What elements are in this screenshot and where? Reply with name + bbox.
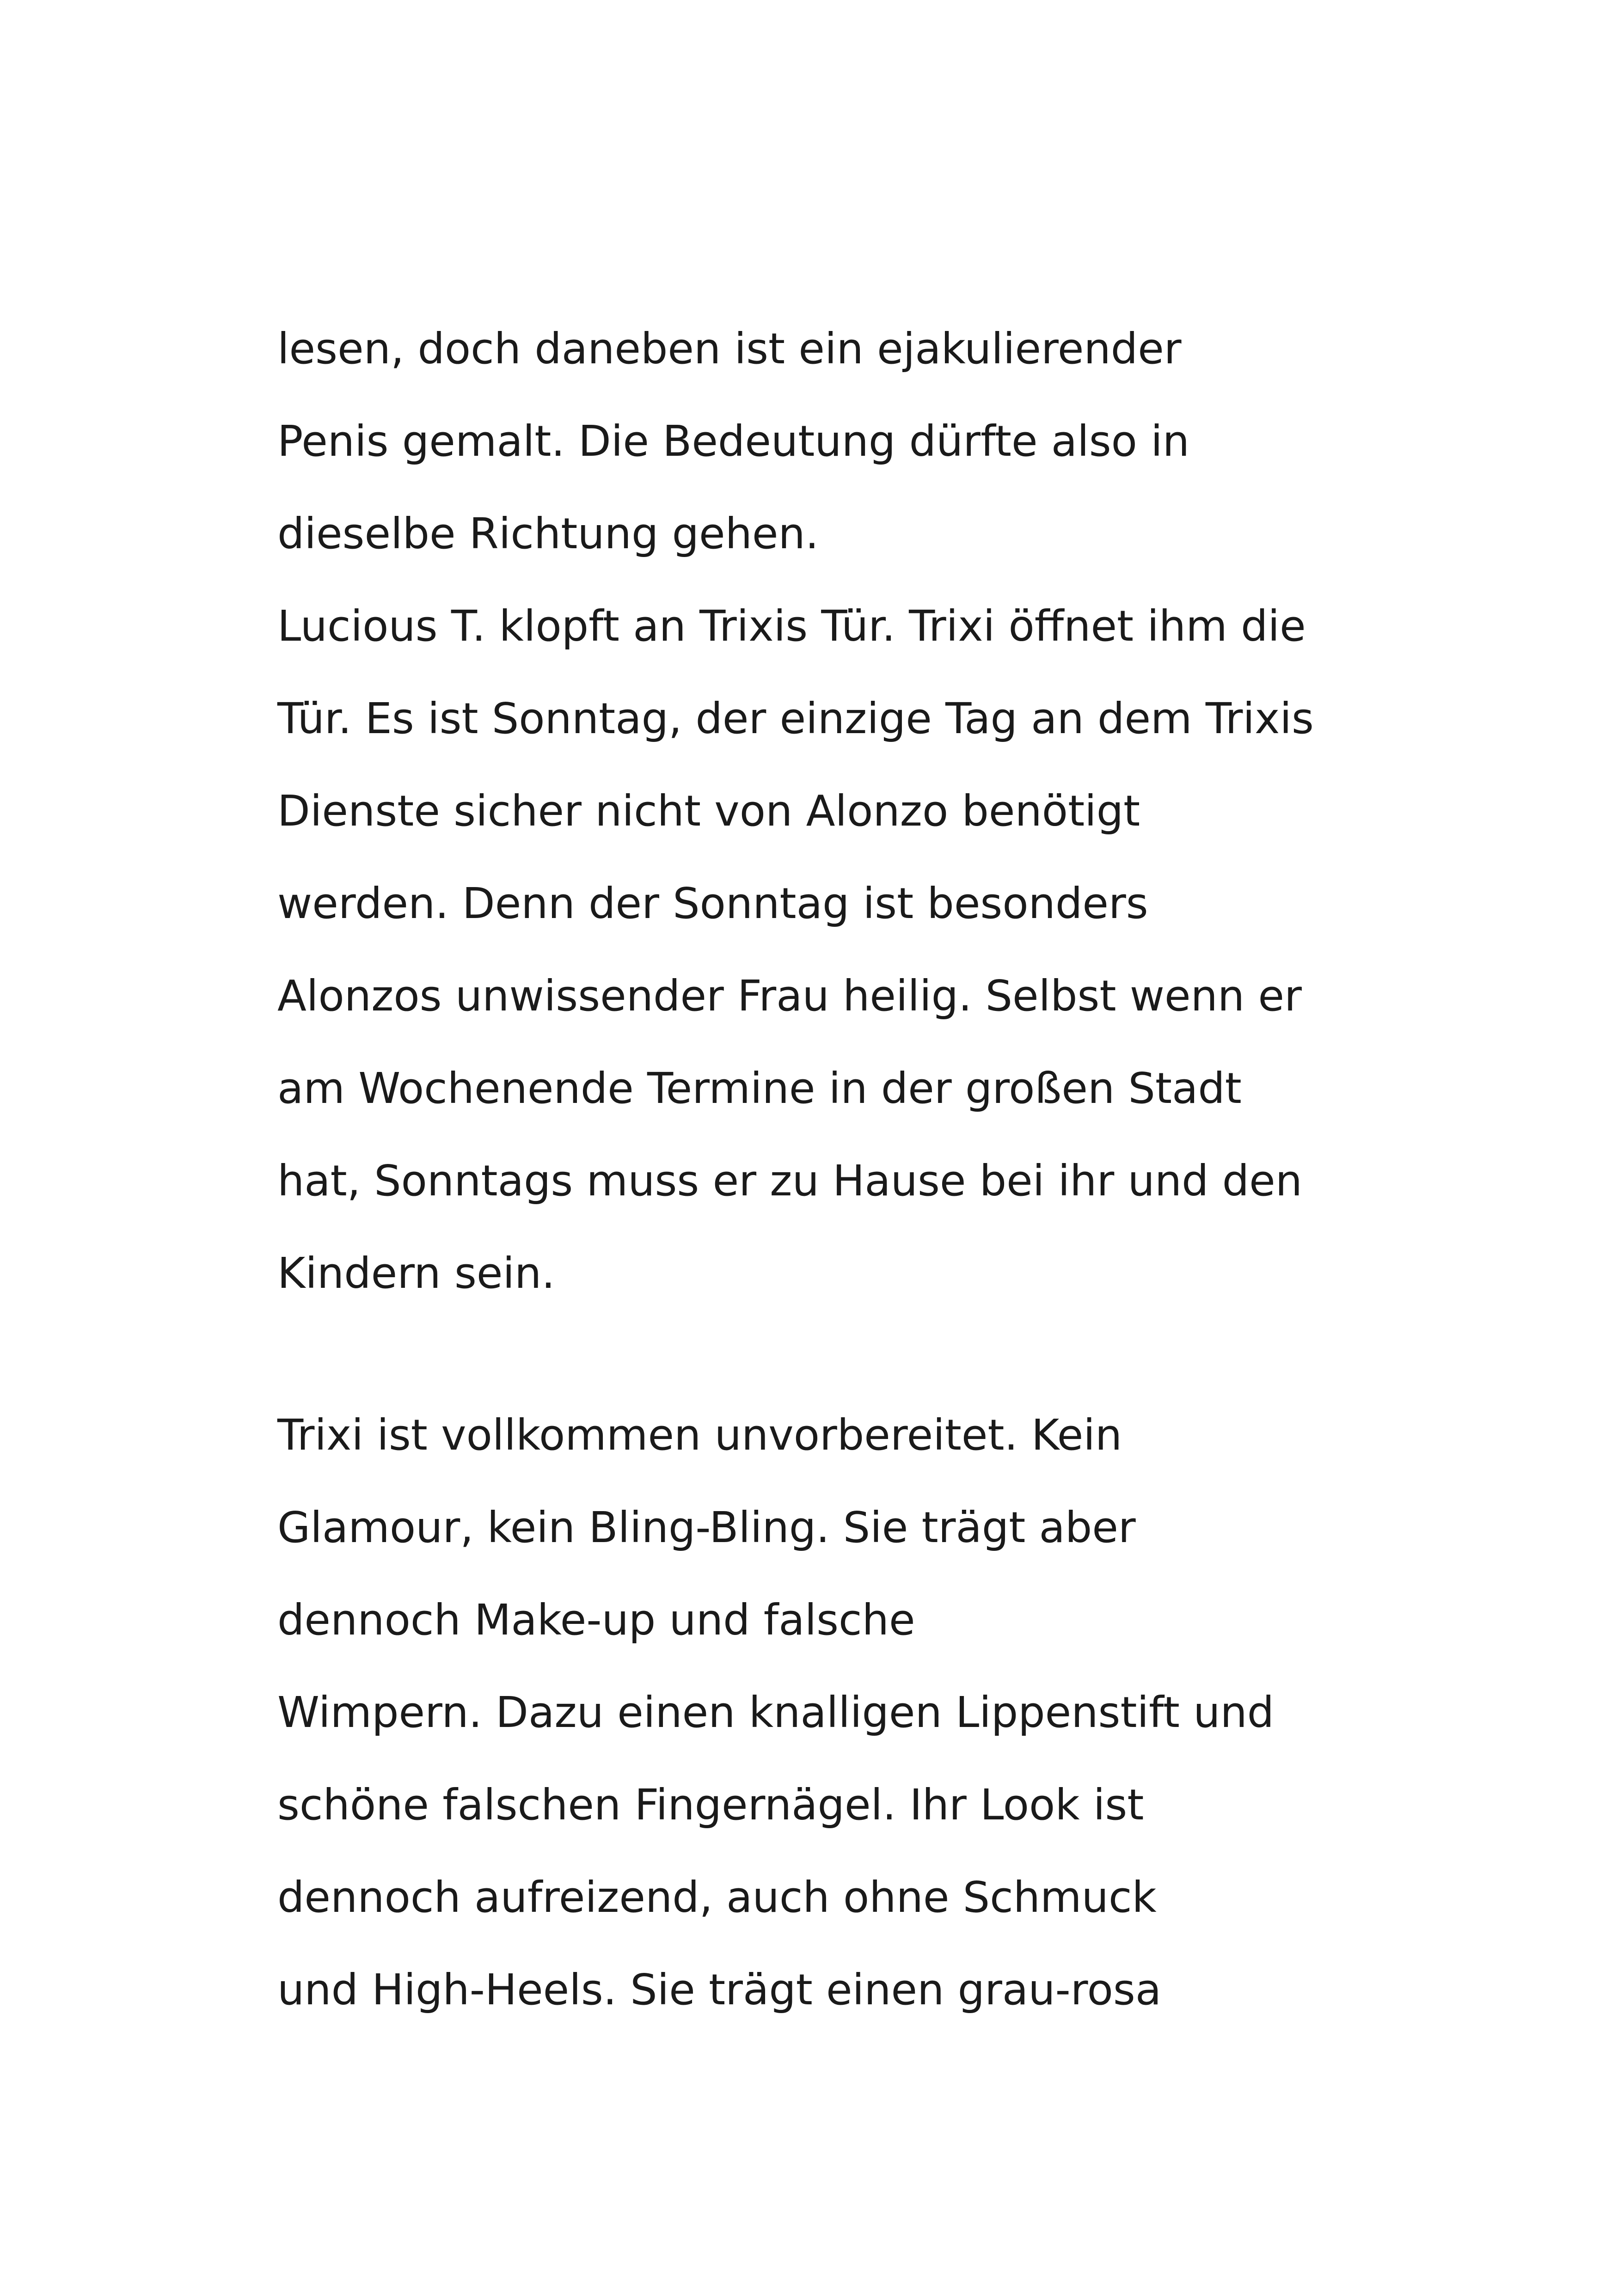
text-line: dennoch aufreizend, auch ohne Schmuck — [277, 1873, 1157, 1922]
text-line: Dienste sicher nicht von Alonzo benötigt — [277, 786, 1140, 836]
text-line: und High-Heels. Sie trägt einen grau-rosa — [277, 1965, 1162, 2014]
text-line: Wimpern. Dazu einen knalligen Lippenstift und — [277, 1688, 1275, 1737]
text-line: Trixi ist vollkommen unvorbereitet. Kein — [277, 1410, 1122, 1460]
text-line: dieselbe Richtung gehen. — [277, 509, 819, 558]
text-line: Penis gemalt. Die Bedeutung dürfte also in — [277, 416, 1190, 466]
text-line: Kindern sein. — [277, 1249, 555, 1298]
text-line: Glamour, kein Bling-Bling. Sie trägt aber — [277, 1503, 1136, 1552]
text-line: dennoch Make-up und falsche — [277, 1595, 915, 1645]
text-line: am Wochenende Termine in der großen Stadt — [277, 1064, 1242, 1113]
text-line: lesen, doch daneben ist ein ejakulierender — [277, 324, 1182, 373]
text-line: Alonzos unwissender Frau heilig. Selbst wenn er — [277, 971, 1302, 1021]
text-line: hat, Sonntags muss er zu Hause bei ihr und den — [277, 1156, 1303, 1206]
text-line: schöne falschen Fingernägel. Ihr Look ist — [277, 1780, 1144, 1830]
text-line: Tür. Es ist Sonntag, der einzige Tag an dem Trixis — [277, 694, 1314, 743]
text-line: Lucious T. klopft an Trixis Tür. Trixi öffnet ihm die — [277, 601, 1306, 651]
text-line: werden. Denn der Sonntag ist besonders — [277, 879, 1148, 928]
